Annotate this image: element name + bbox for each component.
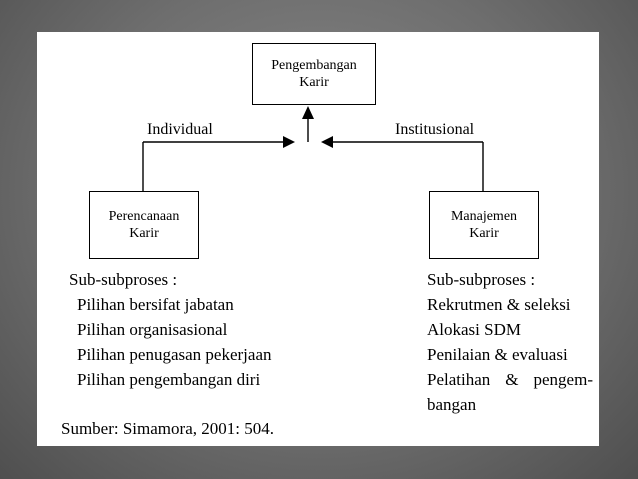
list-item: Pilihan penugasan pekerjaan [77,345,272,364]
list-item: Pilihan organisasional [77,320,228,339]
career-management-line-2: Karir [469,226,499,241]
career-planning-line-1: Perencanaan [108,209,180,224]
list-item: Rekrutmen & seleksi [427,295,571,314]
career-development-line-1: Pengembangan [271,58,357,73]
individual-label: Individual [147,121,213,138]
management-subprocess-list [427,267,597,417]
career-development-line-2: Karir [299,75,329,90]
career-management-line-1: Manajemen [450,209,518,224]
right-arrowhead [321,136,333,148]
list-item: bangan [427,395,477,414]
career-planning-line-2: Karir [129,226,159,241]
career-planning-box [89,191,199,259]
source-citation: Sumber: Simamora, 2001: 504. [61,419,274,438]
list-item: Pilihan bersifat jabatan [77,295,234,314]
career-management-box [429,191,539,259]
management-subprocess-heading: Sub-subproses : [427,270,536,289]
up-arrowhead [302,106,314,119]
left-arrowhead [283,136,295,148]
planning-subprocess-heading: Sub-subproses : [69,270,178,289]
list-item: Alokasi SDM [427,320,521,339]
list-item: Pelatihan & pengem- [427,370,593,389]
career-development-box [252,43,376,105]
slide-canvas [37,32,599,446]
list-item: Pilihan pengembangan diri [77,370,261,389]
planning-subprocess-list [69,267,272,392]
list-item: Penilaian & evaluasi [427,345,568,364]
institutional-label: Institusional [395,121,475,138]
